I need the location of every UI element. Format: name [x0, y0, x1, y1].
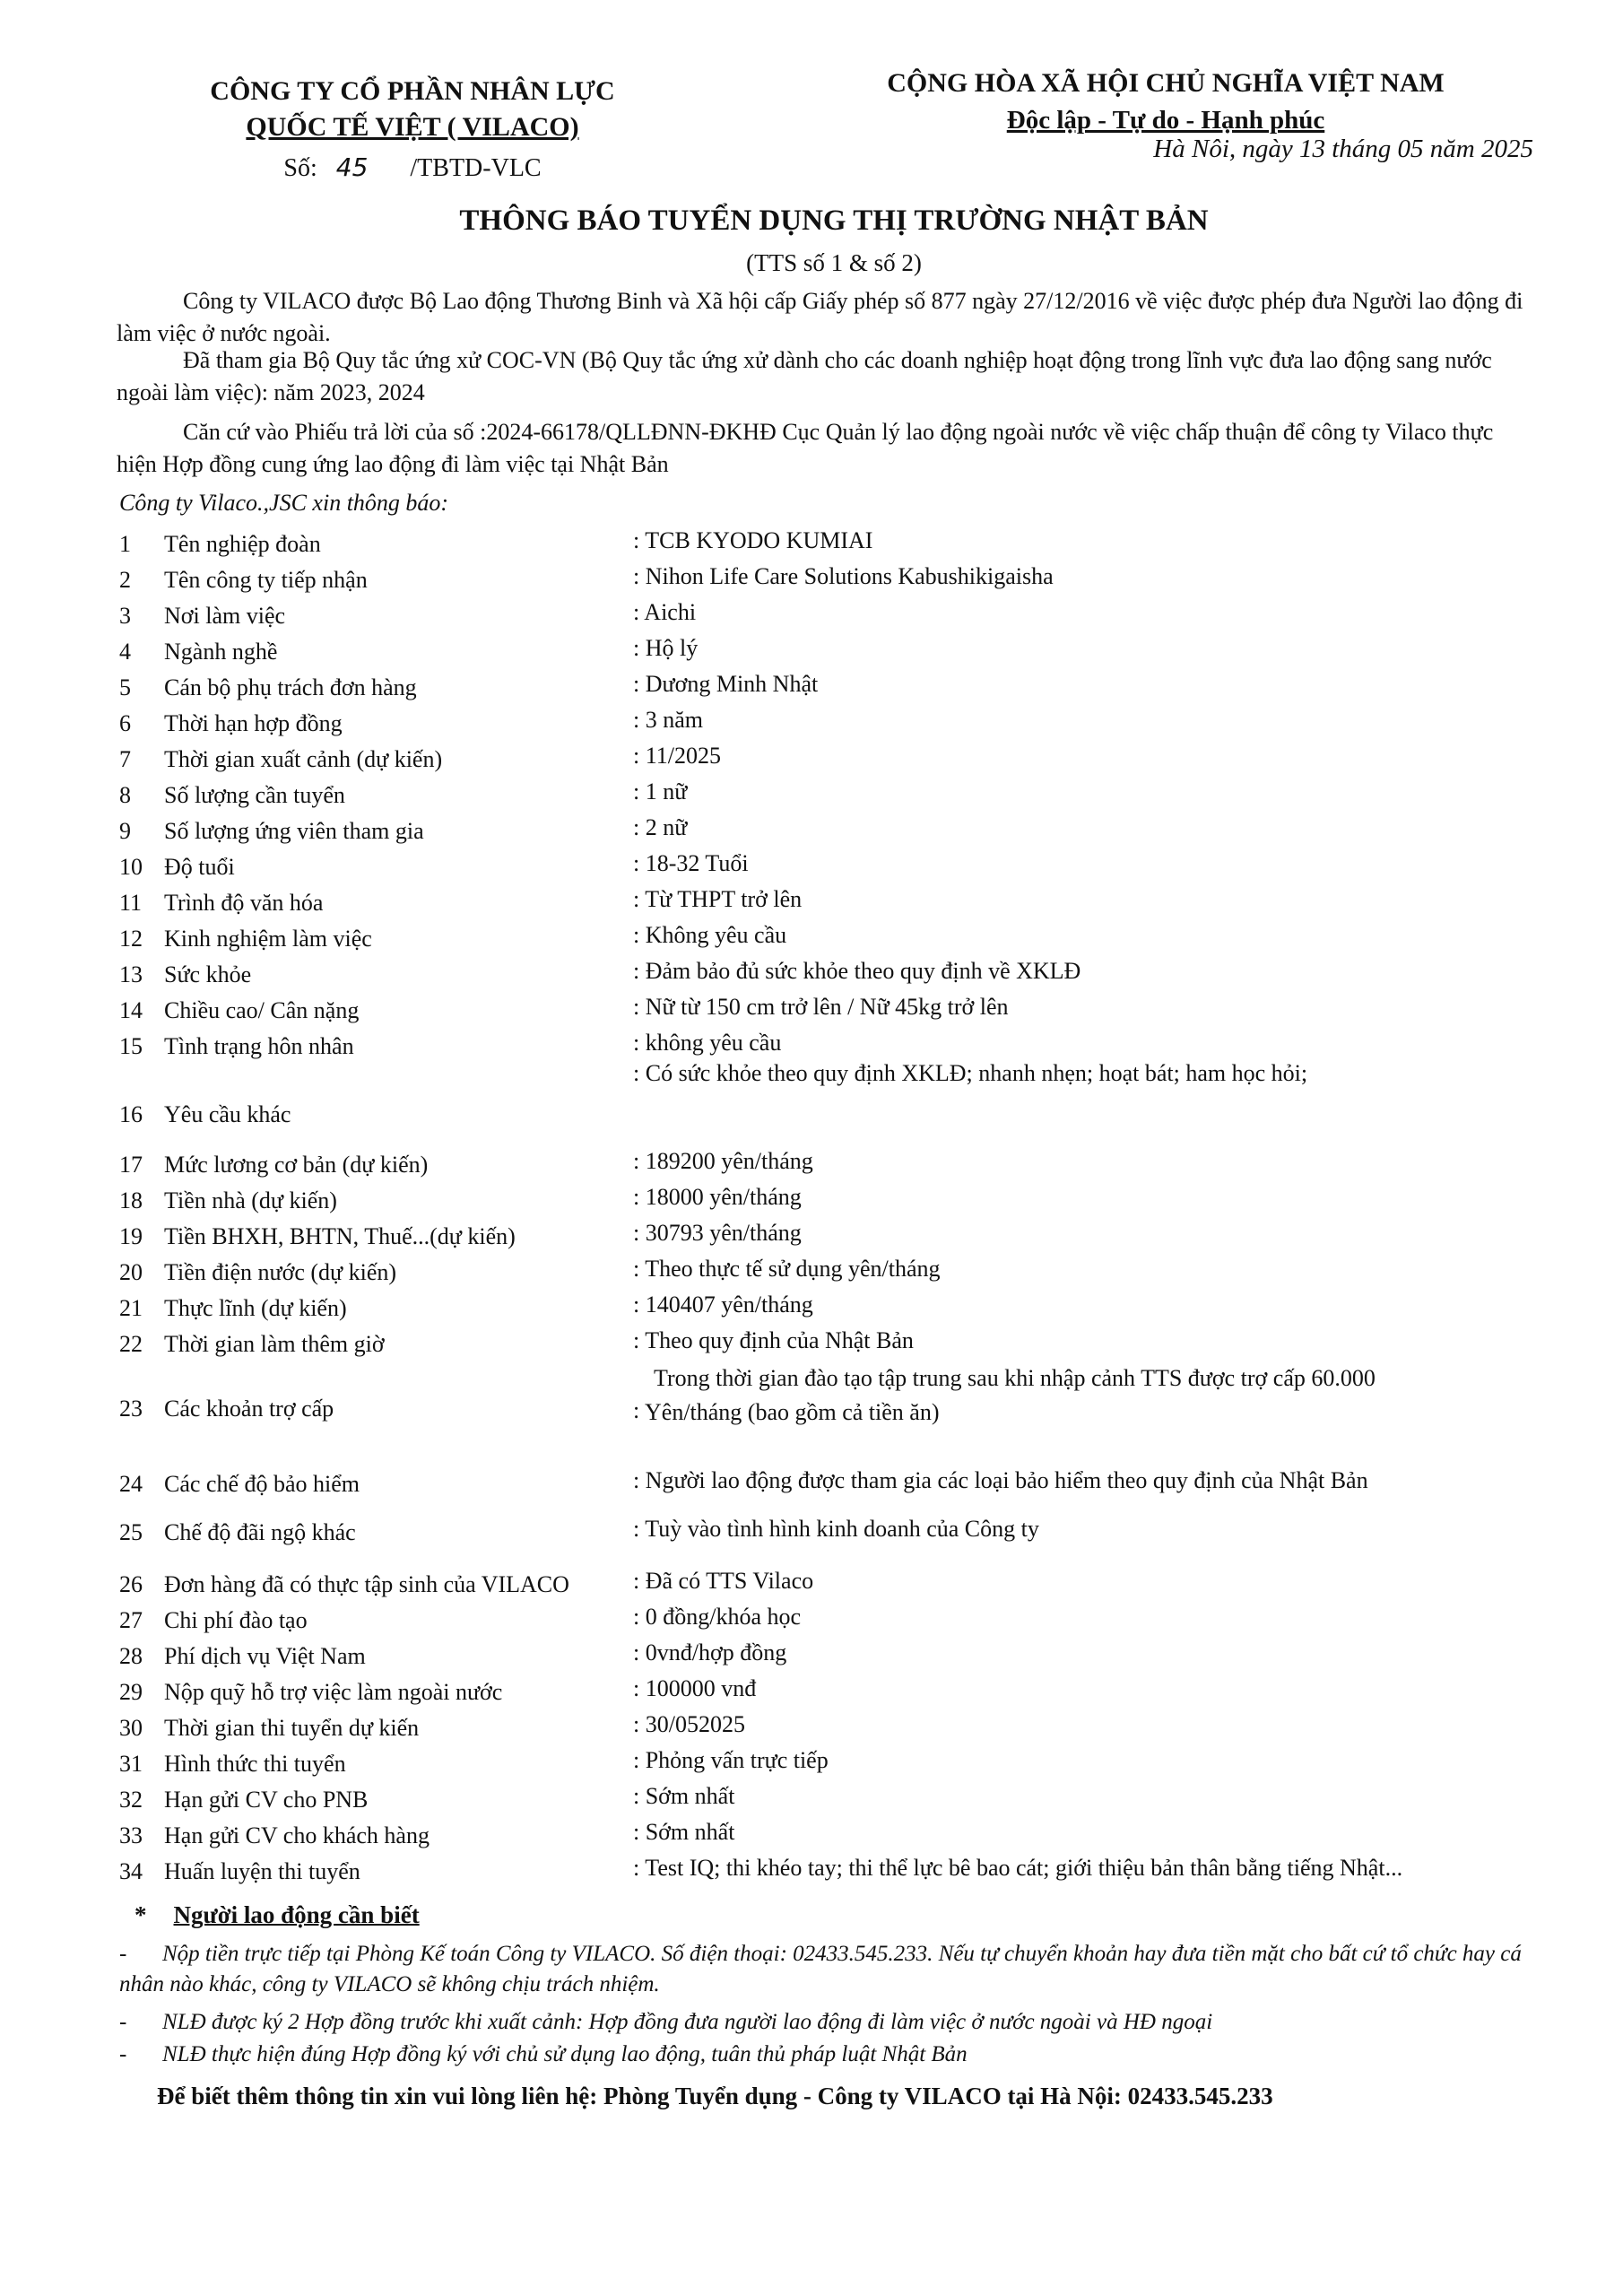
item-colon: : [633, 1397, 640, 1423]
item-label: Sức khỏe [164, 961, 252, 987]
item-label: Các chế độ bảo hiểm [164, 1471, 360, 1497]
item-value: : Nữ từ 150 cm trở lên / Nữ 45kg trở lên [633, 994, 1009, 1020]
item-label: Thời gian làm thêm giờ [164, 1331, 385, 1357]
item-value: : Người lao động được tham gia các loại bảo hiểm theo quy định của Nhật Bản [633, 1467, 1368, 1493]
item-label: Số lượng cần tuyển [164, 782, 345, 808]
item-number: 11 [119, 890, 143, 916]
item-value: : Aichi [633, 599, 697, 625]
item-number: 29 [119, 1679, 143, 1705]
item-number: 14 [119, 997, 143, 1023]
item-number: 4 [119, 639, 131, 665]
item-value: : 0vnđ/hợp đồng [633, 1639, 787, 1665]
item-label: Chiều cao/ Cân nặng [164, 997, 360, 1023]
item-number: 1 [119, 531, 131, 557]
notes-heading-text: Người lao động cần biết [173, 1901, 420, 1928]
item-number: 19 [119, 1223, 143, 1249]
contact-info: Để biết thêm thông tin xin vui lòng liên hệ: Phòng Tuyển dụng - Công ty VILACO tại Hà Nội: 02433.545.233 [157, 2083, 1273, 2109]
item-number: 25 [119, 1519, 143, 1545]
item-number: 18 [119, 1187, 143, 1213]
item-value: : Theo quy định của Nhật Bản [633, 1327, 914, 1353]
item-value: : Sớm nhất [633, 1783, 735, 1809]
paragraph-approval: Căn cứ vào Phiếu trả lời của số :2024-66178/QLLĐNN-ĐKHĐ Cục Quản lý lao động ngoài nước về việc chấp thuận để công ty Vilaco thực hiện Hợp đồng cung ứng lao động đi làm việc tại Nhật Bản [117, 419, 1494, 477]
item-label: Trình độ văn hóa [164, 890, 324, 916]
company-name-line1: CÔNG TY CỔ PHẦN NHÂN LỰC [210, 76, 615, 106]
item-number: 16 [119, 1101, 143, 1127]
item-label: Hình thức thi tuyển [164, 1751, 346, 1777]
note-item [119, 2007, 1536, 2038]
item-number: 28 [119, 1643, 143, 1669]
item-value: : Đã có TTS Vilaco [633, 1568, 814, 1594]
item-number: 32 [119, 1787, 143, 1813]
handwritten-number: 45 [335, 152, 369, 182]
item-label: Số lượng ứng viên tham gia [164, 818, 424, 844]
item-number: 3 [119, 603, 131, 629]
item-number: 34 [119, 1858, 143, 1884]
item-number: 30 [119, 1715, 143, 1741]
item-number: 10 [119, 854, 143, 880]
item-value: : Hộ lý [633, 635, 699, 661]
item-label: Nơi làm việc [164, 603, 286, 629]
item-value: : 18000 yên/tháng [633, 1184, 802, 1210]
item-number: 13 [119, 961, 143, 987]
item-value: : Theo thực tế sử dụng yên/tháng [633, 1256, 941, 1282]
item-value: : Tuỳ vào tình hình kinh doanh của Công ty [633, 1516, 1039, 1542]
item-number: 12 [119, 926, 143, 952]
item-label: Tiền nhà (dự kiến) [164, 1187, 337, 1213]
item-label: Thời gian xuất cảnh (dự kiến) [164, 746, 443, 772]
item-number: 5 [119, 674, 131, 700]
paragraph-coc: Đã tham gia Bộ Quy tắc ứng xử COC-VN (Bộ Quy tắc ứng xử dành cho các doanh nghiệp hoạt động trong lĩnh vực đưa lao động sang nước ngoài làm việc): năm 2023, 2024 [117, 347, 1492, 405]
item-label: Huấn luyện thi tuyển [164, 1858, 360, 1884]
number-label: Số: [283, 154, 317, 182]
item-value: : Từ THPT trở lên [633, 886, 803, 912]
item-number: 27 [119, 1607, 143, 1633]
company-name-line2: QUỐC TẾ VIỆT ( VILACO) [246, 112, 579, 142]
item-value: : 0 đồng/khóa học [633, 1604, 802, 1630]
item-number: 31 [119, 1751, 143, 1777]
item-value: : Đảm bảo đủ sức khỏe theo quy định về XKLĐ [633, 958, 1081, 984]
note-dash: - [119, 1942, 127, 1966]
note-text: NLĐ được ký 2 Hợp đồng trước khi xuất cảnh: Hợp đồng đưa người lao động đi làm việc ở nước ngoài và HĐ ngoại [162, 2010, 1213, 2034]
item-label: Cán bộ phụ trách đơn hàng [164, 674, 417, 700]
company-header [135, 74, 690, 187]
item-label: Tên nghiệp đoàn [164, 531, 321, 557]
item-label: Tên công ty tiếp nhận [164, 567, 368, 593]
item-value: : 2 nữ [633, 814, 688, 840]
item-value: : không yêu cầu [633, 1030, 782, 1056]
notes-heading [135, 1901, 420, 1929]
nation-motto: Độc lập - Tự do - Hạnh phúc [1006, 106, 1325, 135]
paragraph-license: Công ty VILACO được Bộ Lao động Thương Binh và Xã hội cấp Giấy phép số 877 ngày 27/12/2016 về việc được phép đưa Người lao động đi làm việc ở nước ngoài. [117, 288, 1523, 346]
item-label: Độ tuổi [164, 854, 235, 880]
item-value: : Có sức khỏe theo quy định XKLĐ; nhanh nhẹn; hoạt bát; ham học hỏi; [633, 1060, 1308, 1086]
item-label: Thời gian thi tuyển dự kiến [164, 1715, 420, 1741]
note-dash: - [119, 2010, 127, 2034]
item-number: 21 [119, 1295, 143, 1321]
item-number: 6 [119, 710, 131, 736]
item-label: Phí dịch vụ Việt Nam [164, 1643, 366, 1669]
item-label: Tiền BHXH, BHTN, Thuế...(dự kiến) [164, 1223, 516, 1249]
note-dash: - [119, 2042, 127, 2066]
item-number: 2 [119, 567, 131, 593]
nation-header [798, 65, 1533, 138]
document-subtitle: (TTS số 1 & số 2) [746, 249, 922, 276]
item-value: : Nihon Life Care Solutions Kabushikigaisha [633, 563, 1054, 589]
document-title: THÔNG BÁO TUYỂN DỤNG THỊ TRƯỜNG NHẬT BẢN [459, 204, 1209, 237]
intro-text: Công ty Vilaco.,JSC xin thông báo: [119, 490, 449, 516]
item-label: Tình trạng hôn nhân [164, 1033, 354, 1059]
item-value: : 189200 yên/tháng [633, 1148, 813, 1174]
item-number: 23 [119, 1396, 143, 1422]
document-date: Hà Nôi, ngày 13 tháng 05 năm 2025 [1153, 135, 1533, 163]
item-label: Nộp quỹ hỗ trợ việc làm ngoài nước [164, 1679, 503, 1705]
item-value: : 30/052025 [633, 1711, 745, 1737]
note-text: NLĐ thực hiện đúng Hợp đồng ký với chủ sử dụng lao động, tuân thủ pháp luật Nhật Bản [162, 2042, 968, 2066]
item-label: Các khoản trợ cấp [164, 1396, 334, 1422]
item-label: Yêu cầu khác [164, 1101, 291, 1127]
item-label: Ngành nghề [164, 639, 278, 665]
item-number: 9 [119, 818, 131, 844]
item-value: : 140407 yên/tháng [633, 1292, 813, 1318]
item-value-line1: Trong thời gian đào tạo tập trung sau khi nhập cảnh TTS được trợ cấp 60.000 [654, 1365, 1376, 1391]
item-value: : Sớm nhất [633, 1819, 735, 1845]
item-value-line2: Yên/tháng (bao gồm cả tiền ăn) [645, 1399, 940, 1425]
item-number: 26 [119, 1571, 143, 1597]
item-value: : 3 năm [633, 707, 703, 733]
item-number: 15 [119, 1033, 143, 1059]
item-value: : 18-32 Tuổi [633, 850, 749, 876]
item-value: : Phỏng vấn trực tiếp [633, 1747, 829, 1773]
item-number: 8 [119, 782, 131, 808]
item-value: : 30793 yên/tháng [633, 1220, 802, 1246]
note-item [119, 2039, 1536, 2070]
item-number: 24 [119, 1471, 143, 1497]
item-label: Thời hạn hợp đồng [164, 710, 343, 736]
item-label: Đơn hàng đã có thực tập sinh của VILACO [164, 1571, 569, 1597]
item-value: : 11/2025 [633, 743, 721, 769]
notes-bullet: * [135, 1901, 147, 1928]
nation-name: CỘNG HÒA XÃ HỘI CHỦ NGHĨA VIỆT NAM [887, 68, 1445, 98]
item-value: : Dương Minh Nhật [633, 671, 819, 697]
note-text: Nộp tiền trực tiếp tại Phòng Kế toán Công ty VILACO. Số điện thoại: 02433.545.233. Nếu tự chuyển khoản hay đưa tiền mặt cho bất cứ tổ chức hay cá nhân nào khác, công ty VILACO sẽ không chịu trách nhiệm. [119, 1942, 1522, 1996]
item-number: 33 [119, 1822, 143, 1848]
item-label: Hạn gửi CV cho PNB [164, 1787, 369, 1813]
item-label: Hạn gửi CV cho khách hàng [164, 1822, 430, 1848]
document-number [135, 149, 690, 187]
item-value: : TCB KYODO KUMIAI [633, 527, 873, 553]
number-suffix: /TBTD-VLC [410, 154, 542, 182]
item-label: Thực lĩnh (dự kiến) [164, 1295, 347, 1321]
item-value: : Không yêu cầu [633, 922, 787, 948]
item-number: 7 [119, 746, 131, 772]
item-value: : Test IQ; thi khéo tay; thi thể lực bê bao cát; giới thiệu bản thân bằng tiếng Nhật... [633, 1855, 1403, 1881]
item-number: 17 [119, 1152, 143, 1178]
item-label: Tiền điện nước (dự kiến) [164, 1259, 397, 1285]
item-value: : 100000 vnđ [633, 1675, 757, 1701]
item-number: 22 [119, 1331, 143, 1357]
item-label: Kinh nghiệm làm việc [164, 926, 372, 952]
note-item [119, 1939, 1536, 2000]
item-value: : 1 nữ [633, 778, 688, 804]
item-label: Chế độ đãi ngộ khác [164, 1519, 356, 1545]
item-number: 20 [119, 1259, 143, 1285]
item-label: Chi phí đào tạo [164, 1607, 308, 1633]
item-label: Mức lương cơ bản (dự kiến) [164, 1152, 429, 1178]
